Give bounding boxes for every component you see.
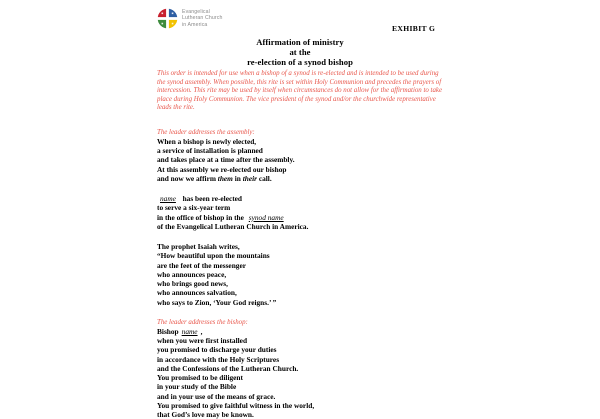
elca-cross-shield-icon	[157, 8, 178, 29]
bishop-prefix: Bishop	[157, 326, 179, 336]
stanza-line: who says to Zion, ‘Your God reigns.’ ”	[157, 297, 277, 307]
emphasis-them: them	[217, 173, 233, 183]
page-title-line-1: Affirmation of ministry	[256, 37, 344, 47]
page-title-line-3: re-election of a synod bishop	[247, 57, 353, 68]
rubric-leader-addresses-bishop: The leader addresses the bishop:	[157, 318, 248, 326]
intro-rubric: This order is intended for use when a bishop of a synod is re-elected and is intended to be used during the synod assembly. When possible, this rite is set within Holy Communion and precedes the prayers of intercession. This rite may be used by itself when circumstances do not allow for the affirmation to take place during Holy Communion. The vice president of the synod and/or the churchwide representative leads the rite.	[157, 70, 443, 112]
stanza-line: who announces salvation,	[157, 288, 237, 298]
stanza-line: when you were first installed	[157, 336, 248, 346]
bishop-suffix: ,	[200, 326, 203, 336]
stanza-line: and in your use of the means of grace.	[157, 391, 276, 401]
section-leader-addresses-bishop	[157, 318, 447, 419]
section-leader-addresses-assembly	[157, 128, 447, 183]
stanza-line: who brings good news,	[157, 279, 229, 289]
spacer	[157, 113, 447, 128]
elca-wordmark-line-1: Evangelical	[182, 9, 210, 15]
stanza-line: of the Evangelical Lutheran Church in America.	[157, 221, 309, 231]
stanza-line: You promised to give faithful witness in the world,	[157, 400, 315, 410]
bishop-address-line	[157, 327, 447, 336]
section-re-elected-declaration	[157, 194, 447, 231]
stanza-line: and takes place at a time after the assembly.	[157, 155, 295, 165]
elca-masthead	[157, 8, 222, 29]
elca-wordmark-line-3: in America	[182, 21, 208, 28]
declaration-line-synod	[157, 213, 447, 222]
blank-bishop-name-2[interactable]: name	[181, 326, 198, 336]
rubric-leader-addresses-assembly: The leader addresses the assembly:	[157, 128, 255, 136]
stanza-line: and the Confessions of the Lutheran Church.	[157, 363, 299, 373]
stanza-line: When a bishop is newly elected,	[157, 136, 257, 146]
declaration-tail: has been re-elected	[182, 194, 243, 204]
document-body	[157, 70, 447, 419]
stanza-line: that God’s love may be known.	[157, 410, 254, 419]
stanza-line: “How beautiful upon the mountains	[157, 251, 270, 261]
emphasis-their: their	[242, 173, 257, 183]
declaration-office-text: in the office of bishop in the	[157, 212, 244, 222]
page-title-line-2: at the	[289, 47, 311, 58]
stanza-line-affirm: and now we affirm them in their call.	[157, 173, 272, 183]
stanza-line: you promised to discharge your duties	[157, 345, 277, 355]
spacer	[157, 183, 447, 194]
elca-wordmark	[182, 8, 222, 28]
stanza-line: to serve a six-year term	[157, 203, 231, 213]
page-title	[0, 37, 600, 68]
stanza-line: in your study of the Bible	[157, 382, 237, 392]
stanza-line: in accordance with the Holy Scriptures	[157, 354, 280, 364]
spacer	[157, 307, 447, 318]
blank-bishop-name[interactable]: name	[160, 194, 176, 204]
elca-wordmark-line-2: Lutheran Church	[182, 15, 223, 22]
blank-synod-name[interactable]: synod name	[248, 212, 284, 222]
spacer	[157, 231, 447, 242]
declaration-line-name	[157, 194, 447, 203]
stanza-line: who announces peace,	[157, 269, 227, 279]
stanza-line: a service of installation is planned	[157, 146, 263, 156]
stanza-line: are the feet of the messenger	[157, 260, 246, 270]
stanza-line: At this assembly we re-elected our bishop	[157, 164, 287, 174]
stanza-line: You promised to be diligent	[157, 373, 243, 383]
stanza-line: The prophet Isaiah writes,	[157, 242, 240, 252]
section-isaiah-reading	[157, 242, 447, 307]
exhibit-label: EXHIBIT G	[392, 24, 436, 33]
